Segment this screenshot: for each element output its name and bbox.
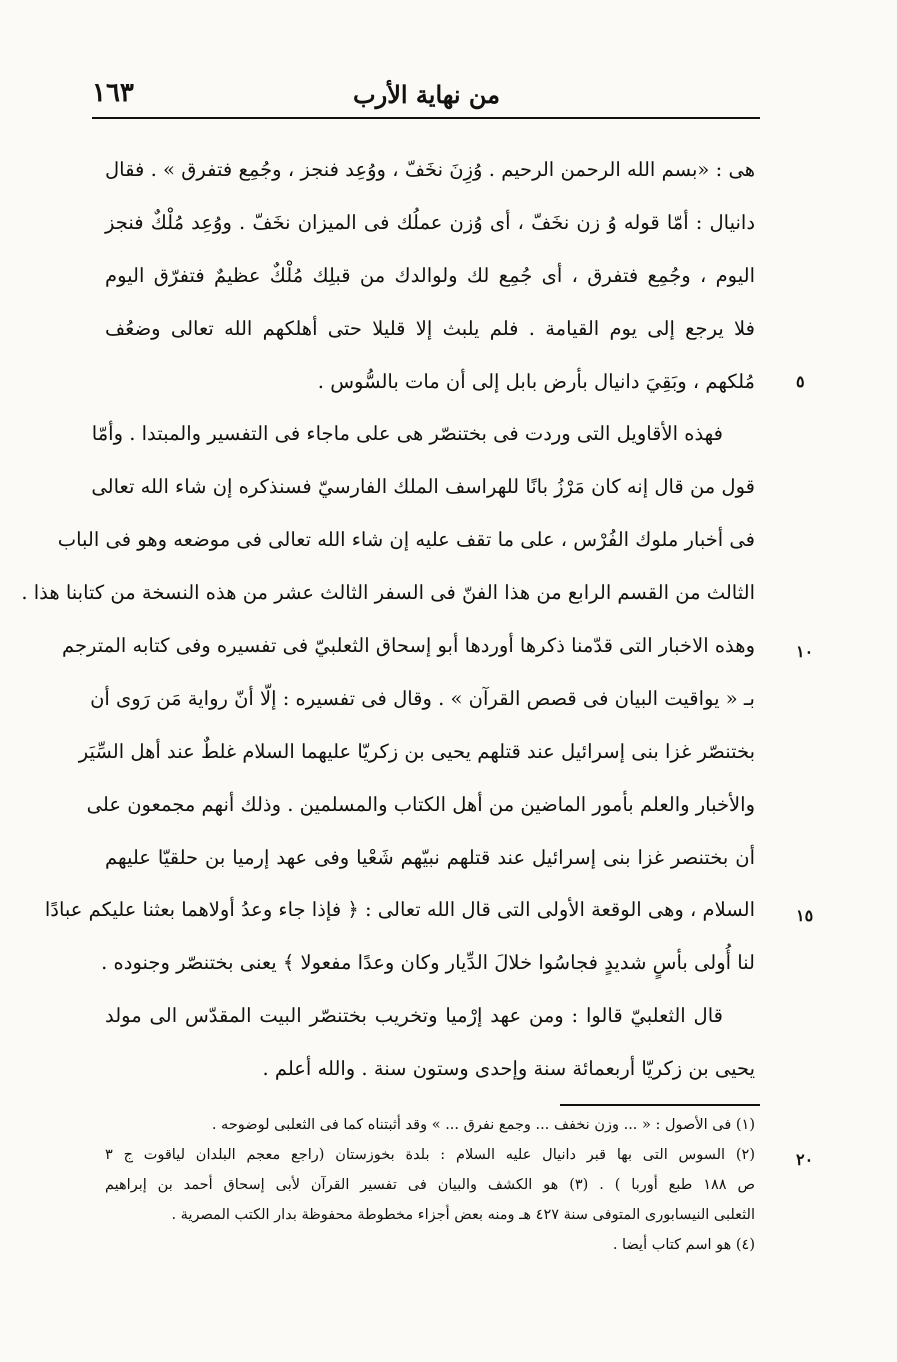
footnote-line: (٢) السوس التى بها قبر دانيال عليه السلام : بلدة بخوزستان (راجع معجم البلدان لياقوت ج ٣: [105, 1147, 755, 1163]
text-line: فلا يرجع إلى يوم القيامة . فلم يلبث إلا قليلا حتى أهلكهم الله تعالى وضعُف: [105, 316, 755, 340]
footnote-line: ص ١٨٨ طبع أوربا ) . (٣) هو الكشف والبيان فى تفسير القرآن لأبى إسحاق أحمد بن إبراهيم: [105, 1177, 755, 1193]
text-line: يحيى بن زكريّا أربعمائة سنة وإحدى وستون سنة . والله أعلم .: [262, 1057, 755, 1081]
text-line: مُلكهم ، وبَقِيَ دانيال بأرض بابل إلى أن مات بالسُّوس .: [317, 369, 755, 393]
footnote-line: (١) فى الأصول : « ... وزن نخفف ... وجمع نفرق ... » وقد أثبتناه كما فى الثعلبى لوضوحه .: [211, 1117, 755, 1133]
text-line: هى : «بسم الله الرحمن الرحيم . وُزِنَ نخَفّ ، ووُعِد فنجز ، وجُمِع فتفرق » . فقال: [105, 158, 755, 181]
text-line: قال الثعلبيّ قالوا : ومن عهد إرْميا وتخريب بختنصّر البيت المقدّس الى مولد: [105, 1004, 723, 1028]
page-header: [92, 74, 760, 118]
line-number-15: ١٥: [796, 906, 814, 925]
text-line: أن بختنصر غزا بنى إسرائيل عند قتلهم نبيّهم شَعْيا وفى عهد إرميا بن حلقيّا عليهم: [105, 845, 755, 869]
running-title: من نهاية الأرب: [353, 80, 500, 109]
text-line: لنا أُولى بأسٍ شديدٍ فجاسُوا خلالَ الدِّيار وكان وعدًا مفعولا ﴾ يعنى بختنصّر وجنوده .: [101, 951, 755, 975]
line-number-10: ١٠: [796, 642, 814, 661]
line-number-20: ٢٠: [796, 1150, 814, 1169]
footnotes: [105, 1110, 755, 1260]
footnote-line: الثعلبى النيسابورى المتوفى سنة ٤٢٧ هـ ومنه بعض أجزاء مخطوطة محفوظة بدار الكتب المصرية .: [171, 1207, 755, 1223]
text-line: قول من قال إنه كان مَرْزُ بانًا للهراسف الملك الفارسيّ فسنذكره إن شاء الله تعالى: [91, 475, 755, 499]
text-line: اليوم ، وجُمِع فتفرق ، أى جُمِع لك ولوالدك من قبلِك مُلْكٌ عظيمٌ فتفرّق اليوم: [105, 263, 755, 287]
main-text: [21, 144, 755, 1096]
text-line: السلام ، وهى الوقعة الأولى التى قال الله تعالى : ﴿ فإذا جاء وعدُ أولاهما بعثنا عليكم عبادًا: [44, 898, 755, 922]
footnote-line: (٤) هو اسم كتاب أيضا .: [612, 1237, 755, 1253]
footnote-rule: [560, 1104, 760, 1106]
text-line: دانيال : أمّا قوله وُ زن نخَفّ ، أى وُزن عملُك فى الميزان نخَفّ . ووُعِد مُلْكٌ فنجز: [105, 210, 755, 234]
text-line: فهذه الأقاويل التى وردت فى بختنصّر هى على ماجاء فى التفسير والمبتدا . وأمّا: [91, 422, 723, 446]
text-line: فى أخبار ملوك الفُرْس ، على ما تقف عليه إن شاء الله تعالى فى موضعه وهو فى الباب: [57, 528, 755, 552]
header-rule: [92, 117, 760, 119]
text-line: بختنصّر غزا بنى إسرائيل عند قتلهم يحيى بن زكريّا عليهما السلام غلطٌ عند أهل السِّيَر: [78, 739, 755, 763]
text-line: والأخبار والعلم بأمور الماضين من أهل الكتاب والمسلمين . وذلك أنهم مجمعون على: [86, 792, 755, 816]
text-line: بـ « يواقيت البيان فى قصص القرآن » . وقال فى تفسيره : إلّا أنّ رواية مَن رَوى أن: [90, 686, 755, 710]
page-number: ١٦٣: [92, 78, 134, 108]
text-line: وهذه الاخبار التى قدّمنا ذكرها أوردها أبو إسحاق الثعلبيّ فى تفسيره وفى كتابه المترجم: [62, 634, 755, 658]
line-number-5: ٥: [796, 372, 805, 391]
text-line: الثالث من القسم الرابع من هذا الفنّ فى السفر الثالث عشر من هذه النسخة من كتابنا هذا .: [21, 581, 755, 605]
